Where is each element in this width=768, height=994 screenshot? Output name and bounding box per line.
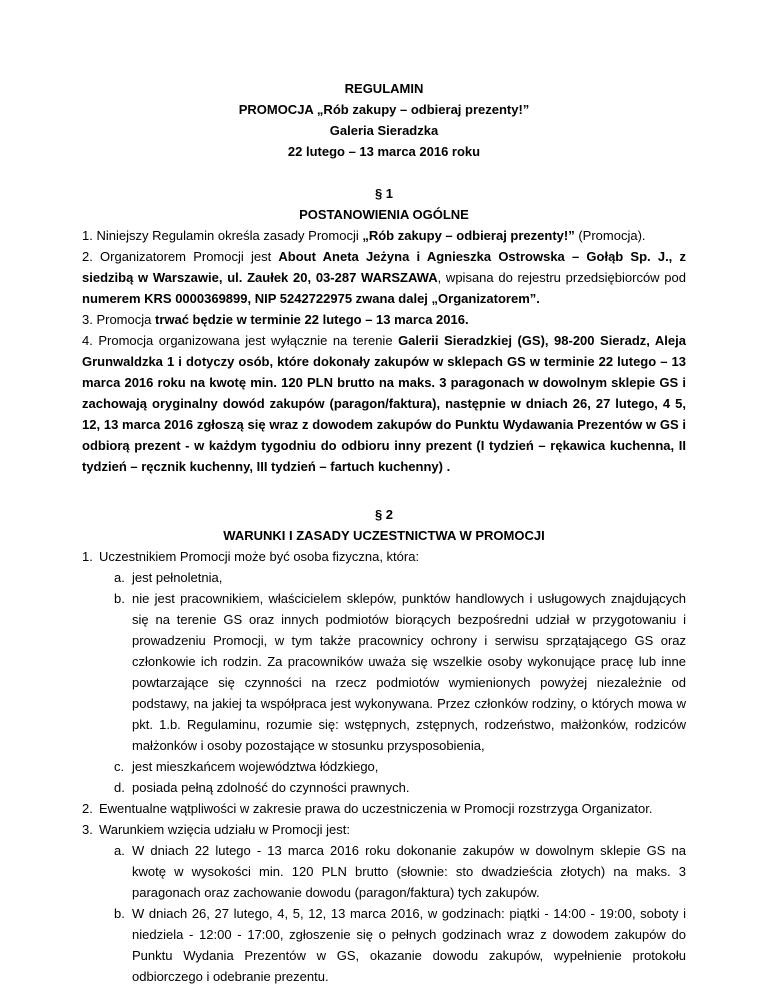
doc-title-block	[82, 78, 686, 162]
list-item: 1. Uczestnikiem Promocji może być osoba fizyczna, która:	[82, 549, 420, 564]
section-2-title: WARUNKI I ZASADY UCZESTNICTWA W PROMOCJI	[223, 528, 545, 543]
list-item: a. jest pełnoletnia,	[114, 570, 223, 585]
promotion-name: PROMOCJA „Rób zakupy – odbieraj prezenty!”	[238, 102, 530, 117]
paragraph-1-4: 4. Promocja organizowana jest wyłącznie na terenie Galerii Sieradzkiej (GS), 98-200 Sieradz, Aleja Grunwaldzka 1 i dotyczy osób, które dokonały zakupów w sklepach GS w terminie 22 lutego – 13 marca 2016 roku na kwotę min. 120 PLN brutto na maks. 3 paragonach w dowolnym sklepie GS i zachowają oryginalny dowód zakupów (paragon/faktura), następnie w dniach 26, 27 lutego, 4 5, 12, 13 marca 2016 zgłoszą się wraz z dowodem zakupów do Punktu Wydawania Prezentów w GS i odbiorą prezent - w każdym tygodniu do odbioru inny prezent (I tydzień – rękawica kuchenna, II tydzień – ręcznik kuchenny, III tydzień – fartuch kuchenny) .	[82, 333, 686, 474]
list-item: 3. Warunkiem wzięcia udziału w Promocji jest:	[82, 822, 350, 837]
list-item: d. posiada pełną zdolność do czynności prawnych.	[114, 780, 410, 795]
paragraph-1-3: 3. Promocja trwać będzie w terminie 22 lutego – 13 marca 2016.	[82, 312, 469, 327]
doc-title: REGULAMIN	[344, 81, 424, 96]
list-item: b. nie jest pracownikiem, właścicielem sklepów, punktów handlowych i usługowych znajdujących się na terenie GS oraz innych podmiotów biorących bezpośredni udział w przygotowaniu i prowadzeniu Promocji, w tym także pracownicy ochrony i serwisu sprzątającego GS oraz członkowie ich rodzin. Za pracowników uważa się wszelkie osoby wykonujące pracę lub inne powtarzające się czynności na rzecz podmiotów wymienionych powyżej niezależnie od podstawy, na jakiej ta współpraca jest wykonywana. Przez członków rodziny, o których mowa w pkt. 1.b. Regulaminu, rozumie się: wstępnych, zstępnych, rodzeństwo, małżonków, rodziców małżonków i osoby pozostające w stosunku przysposobienia,	[114, 591, 686, 753]
paragraph-1-1: 1. Niniejszy Regulamin określa zasady Promocji „Rób zakupy – odbieraj prezenty!” (Promocja).	[82, 228, 646, 243]
paragraph-1-2: 2. Organizatorem Promocji jest About Aneta Jeżyna i Agnieszka Ostrowska – Gołąb Sp. J., z siedzibą w Warszawie, ul. Zaułek 20, 03-287 WARSZAWA, wpisana do rejestru przedsiębiorców pod numerem KRS 0000369899, NIP 5242722975 zwana dalej „Organizatorem”.	[82, 249, 686, 306]
venue-name: Galeria Sieradzka	[329, 123, 439, 138]
section-2-number: § 2	[374, 507, 394, 522]
section-2	[82, 504, 686, 987]
list-item: a. W dniach 22 lutego - 13 marca 2016 roku dokonanie zakupów w dowolnym sklepie GS na kwotę w wysokości min. 120 PLN brutto (słownie: sto dwadzieścia złotych) na maks. 3 paragonach oraz zachowanie dowodu (paragon/faktura) tych zakupów.	[114, 843, 686, 900]
promotion-dates: 22 lutego – 13 marca 2016 roku	[287, 144, 481, 159]
section-1-title: POSTANOWIENIA OGÓLNE	[299, 207, 469, 222]
list-item: 2. Ewentualne wątpliwości w zakresie prawa do uczestniczenia w Promocji rozstrzyga Organizator.	[82, 801, 653, 816]
list-item: b. W dniach 26, 27 lutego, 4, 5, 12, 13 marca 2016, w godzinach: piątki - 14:00 - 19:00, soboty i niedziela - 12:00 - 17:00, zgłoszenie się o pełnych godzinach wraz z dowodem zakupów do Punktu Wydania Prezentów w GS, okazanie dowodu zakupów, wypełnienie protokołu odbiorczego i odebranie prezentu.	[114, 906, 686, 984]
section-1-number: § 1	[374, 186, 394, 201]
section-1	[82, 183, 686, 477]
list-item: c. jest mieszkańcem województwa łódzkiego,	[114, 759, 379, 774]
